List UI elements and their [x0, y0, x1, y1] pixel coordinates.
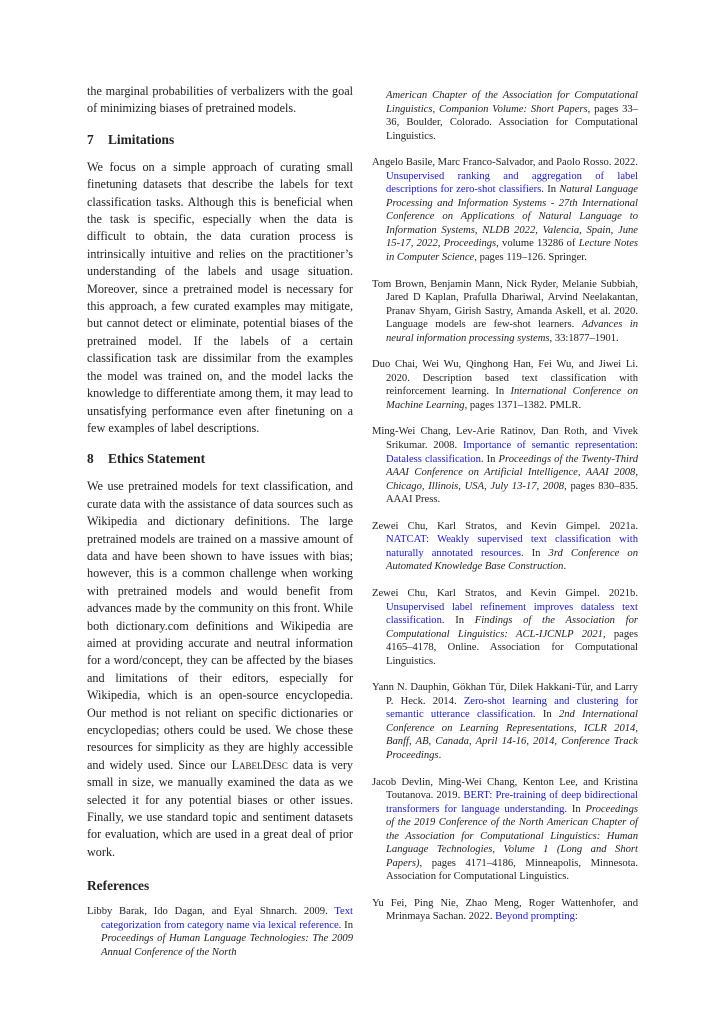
ref-authors: Tom Brown, Benjamin Mann, Nick Ryder, Melanie Subbiah, Jared D Kaplan, Prafulla Dhariwal, Arvind Neelakantan, Pranav Shyam, Girish Sastry, Amanda Askell, et al. 2020. Language models are few-shot learners. [372, 278, 638, 331]
ref-text: In [543, 184, 560, 196]
reference-entry [372, 358, 638, 412]
ref-link[interactable]: Unsupervised ranking and aggregation of label descriptions for zero-shot classifiers. [386, 170, 638, 196]
left-column [87, 83, 353, 972]
ref-text: , pages 1371–1382. PMLR. [464, 399, 582, 411]
ref-authors: Yann N. Dauphin, Gökhan Tür, Dilek Hakkani-Tür, and Larry P. Heck. 2014. [372, 682, 638, 707]
ref-link[interactable]: Zero-shot learning and clustering for semantic utterance classification. [386, 695, 638, 721]
ref-venue: Natural Language Processing and Information Systems - 27th International Conference on Applications of Natural Language to Information Systems, NLDB 2022, Valencia, Spain, June 15-17, 2022, Proceedings [386, 184, 639, 250]
reference-entry [372, 156, 638, 264]
ref-link[interactable]: Importance of semantic representation: Dataless classification. [386, 440, 639, 465]
reference-entry [87, 905, 353, 959]
ref-text: In [535, 709, 559, 721]
ref-authors: Ming-Wei Chang, Lev-Arie Ratinov, Dan Roth, and Vivek Srikumar. 2008. [372, 426, 638, 452]
ref-venue: International Conference on Machine Learning [386, 386, 638, 411]
ref-text: , pages 33–36, Boulder, Colorado. Association for Computational Linguistics. [386, 103, 638, 142]
ref-venue: 3rd Conference on Automated Knowledge Base Construction [386, 547, 638, 573]
limitations-paragraph: We focus on a simple approach of curating small finetuning datasets that describe the labels for text classification tasks. Although this is beneficial when the task is specific, especially when the data is difficult to obtain, the data curation process is intrinsically intuitive and relies on the practitioner’s understanding of the labels and usage situation. Moreover, since a pretrained model is necessary for this approach, a few curated examples may mitigate, but cannot detect or eliminate, potential biases of the pretrained model. If the labels of a certain classification task are dissimilar from the examples the model was trained on, and the model lacks the knowledge to differentiate among them, it may lead to unsatisfying performance even after finetuning on a few examples of label descriptions. [87, 159, 353, 435]
ref-authors: Duo Chai, Wei Wu, Qinghong Han, Fei Wu, and Jiwei Li. 2020. Description based text classification with reinforcement learning. In [372, 359, 638, 398]
reference-entry [372, 587, 638, 668]
ref-authors: Yu Fei, Ping Nie, Zhao Meng, Roger Wattenhofer, and Mrinmaya Sachan. 2022. [372, 897, 638, 923]
reference-entry [372, 425, 638, 506]
ref-link[interactable]: Text categorization from category name via lexical reference. [101, 906, 353, 931]
ref-authors: Libby Barak, Ido Dagan, and Eyal Shnarch. 2009. [87, 906, 335, 918]
ref-venue: Advances in neural information processing systems [386, 319, 639, 344]
ref-text: In [523, 547, 549, 559]
ref-text: , pages 4171–4186, Minneapolis, Minnesota. Association for Computational Linguistics. [386, 857, 638, 883]
ref-link[interactable]: BERT: Pre-training of deep bidirectional transformers for language understanding. [386, 790, 638, 815]
section-number: 7 [87, 131, 94, 147]
ref-link[interactable]: NATCAT: Weakly supervised text classification with naturally annotated resources. [386, 534, 638, 559]
ref-venue: Proceedings of Human Language Technologies: The 2009 Annual Conference of the North [101, 933, 353, 958]
ref-venue: 2nd International Conference on Learning Representations, ICLR 2014, Banff, AB, Canada, April 14-16, 2014, Conference Track Proceedings [386, 709, 639, 761]
section-heading-limitations [87, 131, 353, 148]
ref-text: In [341, 919, 353, 931]
ref-venue: Findings of the Association for Computational Linguistics: ACL-IJCNLP 2021 [386, 615, 638, 640]
ref-text: , 33:1877–1901. [549, 332, 619, 344]
ref-text: , pages 830–835. AAAI Press. [386, 480, 639, 506]
reference-continuation [372, 89, 638, 143]
ref-text: In [567, 803, 586, 815]
intro-paragraph: the marginal probabilities of verbalizers with the goal of minimizing biases of pretrained models. [87, 84, 353, 116]
ref-link[interactable]: Unsupervised label refinement improves dataless text classification. [386, 601, 638, 627]
section-number: 8 [87, 451, 94, 467]
section-title: Limitations [108, 131, 175, 147]
reference-list [372, 156, 638, 884]
reference-entry [372, 897, 638, 924]
ref-text: , pages 4165–4178, Online. Association for Computational Linguistics. [386, 628, 639, 667]
ethics-text: data is very small in size, we manually examined the data as we selected it for any potential biases or other issues. Finally, we use standard topic and sentiment datasets for evaluation, which are used in a great deal of prior work. [87, 757, 353, 859]
ref-venue: Proceedings of the 2019 Conference of the North American Chapter of the Association for Computational Linguistics: Human Language Technologies, Volume 1 (Long and Short Papers) [386, 803, 638, 869]
ref-text: . [563, 561, 567, 573]
ref-text: In [444, 615, 475, 627]
reference-entry [372, 776, 638, 884]
right-column [372, 89, 638, 924]
ref-venue: American Chapter of the Association for Computational Linguistics, Companion Volume: Short Papers [386, 90, 638, 115]
dataset-name: LabelDesc [231, 757, 288, 772]
ref-text: , pages 119–126. Springer. [474, 252, 587, 264]
ref-text: In [483, 453, 499, 465]
ref-authors: Jacob Devlin, Ming-Wei Chang, Kenton Lee, and Kristina Toutanova. 2019. [372, 776, 638, 802]
ref-authors: Zewei Chu, Karl Stratos, and Kevin Gimpel. 2021a. [372, 520, 638, 532]
ref-link[interactable]: Beyond prompting: [495, 911, 578, 923]
section-title: Ethics Statement [108, 451, 206, 467]
ethics-text: We use pretrained models for text classification, and curate data with the assistance of data sources such as Wikipedia and dictionary definitions. The large pretrained models are trained on a massive amount of data and have been shown to have issues with bias; however, this is a common challenge when working with pretrained models and would benefit from advances made by the community on this front. While both dictionary.com definitions and Wikipedia are aimed at providing accurate and neutral information for a word/concept, they can be affected by the biases and limitations of their editors, especially for Wikipedia, which is an open-source encyclopedia. Our method is not reliant on specific dictionaries or encyclopedias; others could be used. We chose these resources for simplicity as they are highly accessible and widely used. Since our [87, 479, 353, 772]
reference-entry [372, 278, 638, 346]
section-heading-ethics [87, 450, 353, 467]
ref-text: , volume 13286 of [496, 238, 579, 250]
ref-authors: Angelo Basile, Marc Franco-Salvador, and Paolo Rosso. 2022. [372, 157, 638, 169]
ref-text: . [438, 749, 442, 761]
ref-authors: Zewei Chu, Karl Stratos, and Kevin Gimpel. 2021b. [372, 587, 638, 599]
ref-venue: Lecture Notes in Computer Science [386, 238, 639, 264]
reference-entry [372, 520, 638, 574]
ref-venue: Proceedings of the Twenty-Third AAAI Conference on Artificial Intelligence, AAAI 2008, Chicago, Illinois, USA, July 13-17, 2008 [386, 453, 639, 492]
ethics-paragraph [87, 478, 353, 861]
reference-entry [372, 681, 638, 762]
references-heading: References [87, 878, 150, 894]
